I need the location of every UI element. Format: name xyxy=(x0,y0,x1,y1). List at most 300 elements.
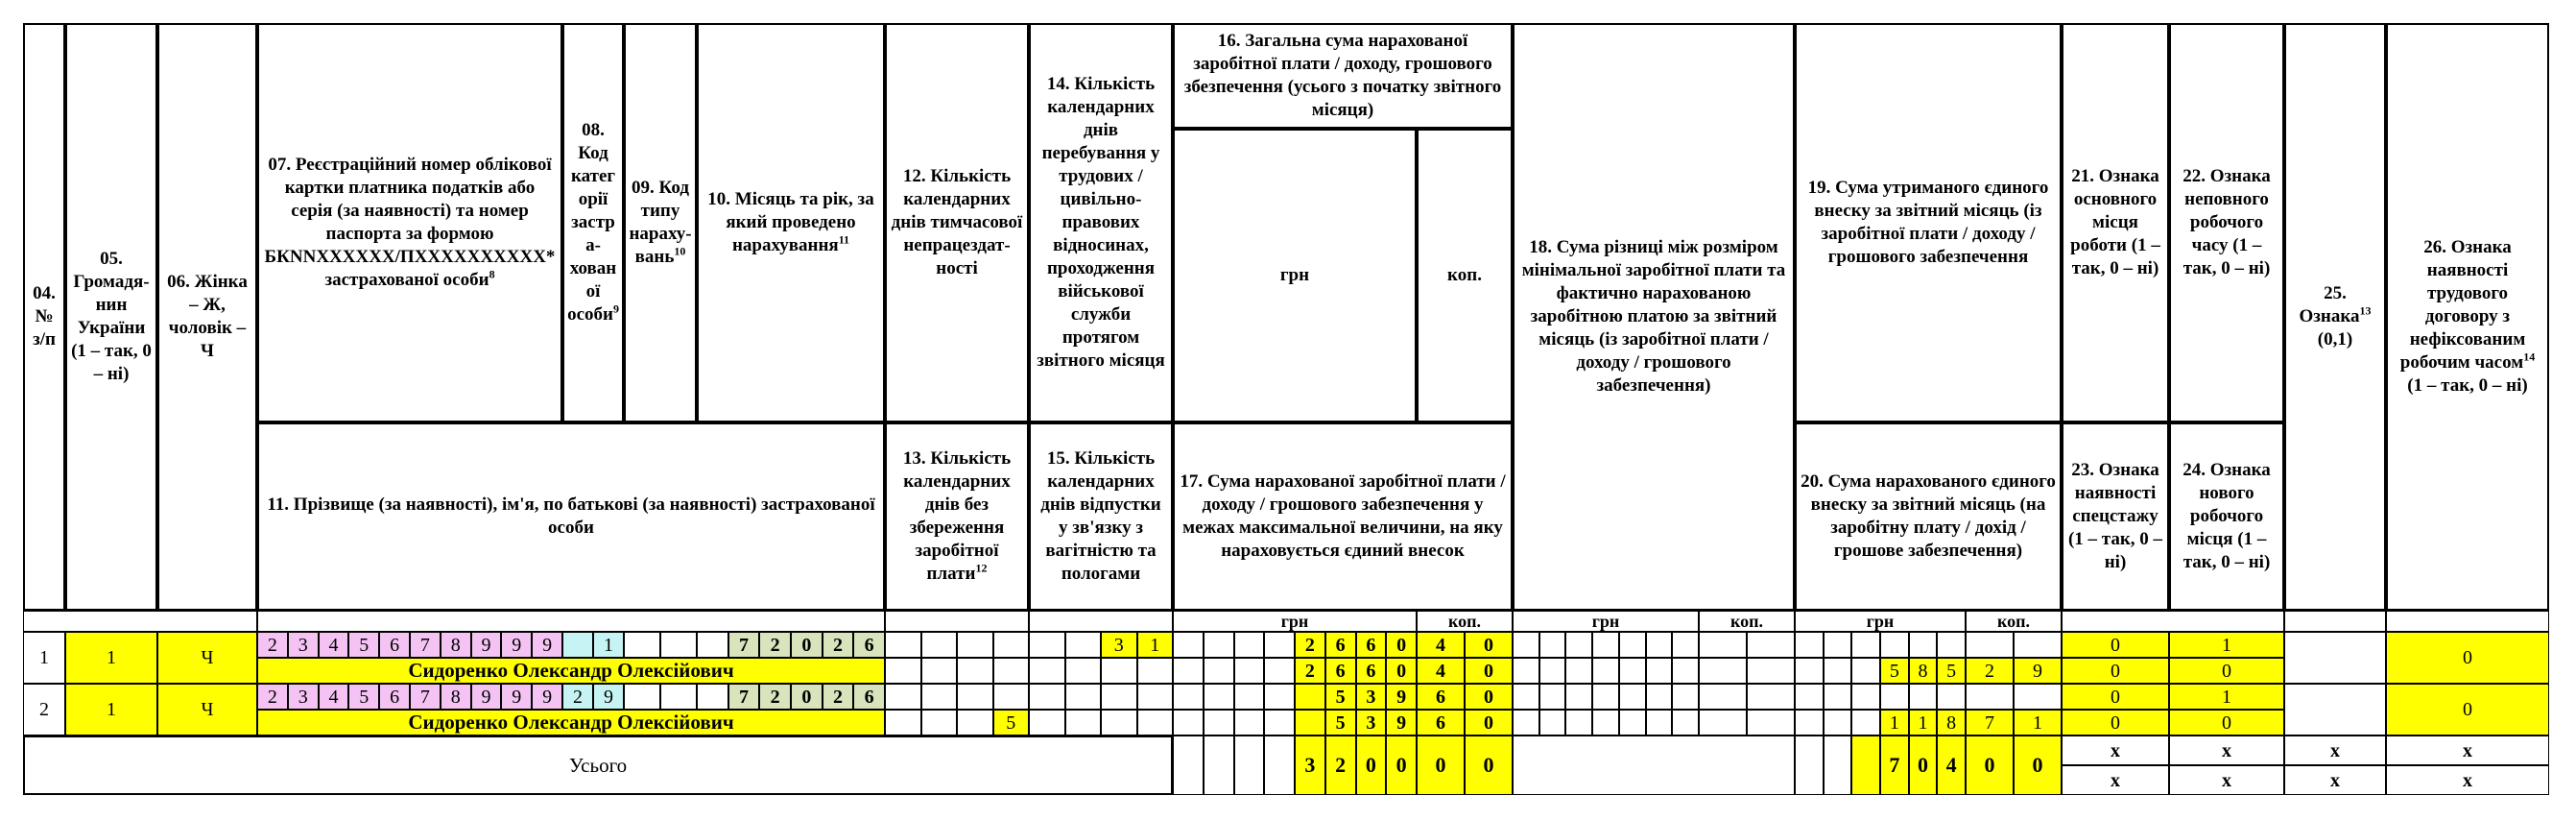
total-mark: x xyxy=(2169,765,2284,795)
col20-grn-box: 1 xyxy=(1880,710,1909,736)
period-box: 7 xyxy=(728,684,760,710)
tax-id-box: 9 xyxy=(471,684,502,710)
col19-grn-box xyxy=(1880,684,1909,710)
col16-grn-box: 6 xyxy=(1356,632,1387,658)
col18-grn-box xyxy=(1646,684,1673,710)
col17-grn-box xyxy=(1173,710,1204,736)
header-col-17-text: 17. Сума нарахованої заробітної плати / доходу / грошового забезпечення у межах максимальної величини, на яку нараховується єдиний внесок xyxy=(1180,471,1506,561)
total-col17-grn-box xyxy=(1234,736,1265,795)
accrual-type-box xyxy=(660,684,697,710)
period-box: 2 xyxy=(823,632,854,658)
total-mark: x xyxy=(2284,765,2386,795)
header-col-10 xyxy=(697,23,885,422)
col18-grn-box xyxy=(1672,684,1699,710)
header-col-07-text: 07. Реєстраційний номер облікової картки платника податків або серія (за наявності) та номер паспорта за формою БКNNXXXXXX/ПХXXXXXXXXX* застрахованої особи xyxy=(264,155,556,290)
strip-col-25 xyxy=(2284,611,2386,632)
strip-col-04 xyxy=(23,611,257,632)
header-col-12 xyxy=(885,23,1029,422)
days-unpaid-box xyxy=(993,658,1030,684)
days-maternity-box xyxy=(1029,658,1065,684)
header-col-04-text: 04. № з/п xyxy=(33,283,56,350)
category-code-box: 1 xyxy=(593,632,624,658)
header-col-18-text: 18. Сума різниці між розміром мінімальної заробітної плати та фактично нарахованою заробітною платою за звітний місяць (із заробітної плати / доходу / грошового забезпечення) xyxy=(1521,237,1786,396)
unfixed-hours-flag: 0 xyxy=(2386,632,2549,684)
citizen-flag: 1 xyxy=(65,684,157,736)
header-col-24 xyxy=(2169,422,2284,611)
total-col20-grn-box xyxy=(1851,736,1880,795)
header-col-18 xyxy=(1513,23,1795,611)
days-employed-box xyxy=(1029,684,1065,710)
days-employed-box xyxy=(1101,684,1137,710)
col18-grn-box xyxy=(1539,684,1566,710)
col18-grn-box xyxy=(1619,710,1646,736)
col16-grn-box: 9 xyxy=(1386,684,1417,710)
header-col-21 xyxy=(2062,23,2169,422)
total-col17-kop-box: 0 xyxy=(1465,736,1513,795)
col18-grn-box xyxy=(1565,710,1592,736)
col16-kop-box: 0 xyxy=(1465,632,1513,658)
category-code-box: 9 xyxy=(593,684,624,710)
col18-grn-box xyxy=(1592,684,1619,710)
days-disability-box xyxy=(921,684,958,710)
tax-id-box: 9 xyxy=(532,632,562,658)
days-disability-box xyxy=(885,684,921,710)
strip-col-14-15 xyxy=(1029,611,1173,632)
col16-grn-box xyxy=(1264,632,1295,658)
tax-id-box: 6 xyxy=(379,684,410,710)
col20-grn-box xyxy=(1851,658,1880,684)
col25-flag xyxy=(2284,684,2386,736)
col17-grn-box: 5 xyxy=(1325,710,1356,736)
header-col-25-footnote: 13 xyxy=(2359,303,2372,318)
header-col-17 xyxy=(1173,422,1513,611)
col20-kop-box: 2 xyxy=(1966,658,2014,684)
header-col-15-text: 15. Кількість календарних днів відпустки у зв'язку з вагітністю та пологами xyxy=(1040,448,1161,584)
tax-id-box: 2 xyxy=(257,632,288,658)
col20-grn-box xyxy=(1851,710,1880,736)
tax-id-box: 9 xyxy=(532,684,562,710)
col18-grn-box xyxy=(1646,658,1673,684)
row-number: 2 xyxy=(23,684,65,736)
days-unpaid-box xyxy=(885,658,921,684)
gender-flag: Ч xyxy=(157,684,257,736)
period-box: 2 xyxy=(823,684,854,710)
header-col-08 xyxy=(562,23,624,422)
col18-kop-box xyxy=(1699,684,1747,710)
col18-kop-box xyxy=(1747,632,1795,658)
col16-grn-box xyxy=(1173,684,1204,710)
header-col-13 xyxy=(885,422,1029,611)
col18-kop-box xyxy=(1699,658,1747,684)
sub-kop-18: коп. xyxy=(1699,611,1795,632)
col20-grn-box: 1 xyxy=(1909,710,1938,736)
col18-grn-box xyxy=(1672,710,1699,736)
col20-grn-box xyxy=(1824,658,1852,684)
period-box: 6 xyxy=(853,632,885,658)
period-box: 2 xyxy=(759,632,791,658)
total-mark: x xyxy=(2062,765,2169,795)
col19-kop-box xyxy=(1966,632,2014,658)
col17-grn-box xyxy=(1204,710,1234,736)
days-maternity-box xyxy=(1029,710,1065,736)
col19-kop-box xyxy=(1966,684,2014,710)
col18-grn-box xyxy=(1539,710,1566,736)
tax-id-box: 7 xyxy=(410,632,441,658)
accrual-type-box xyxy=(660,632,697,658)
col16-grn-box: 0 xyxy=(1386,632,1417,658)
tax-id-box: 2 xyxy=(257,684,288,710)
col18-grn-box xyxy=(1565,684,1592,710)
total-label: Усього xyxy=(23,736,1173,795)
tax-id-box: 8 xyxy=(441,684,471,710)
col18-grn-box xyxy=(1646,632,1673,658)
days-unpaid-box xyxy=(957,710,993,736)
col16-kop-box: 0 xyxy=(1465,684,1513,710)
period-box: 6 xyxy=(853,684,885,710)
col20-grn-box xyxy=(1795,658,1824,684)
new-workplace-flag: 0 xyxy=(2169,658,2284,684)
col17-grn-box: 0 xyxy=(1386,658,1417,684)
total-mark: x xyxy=(2284,736,2386,765)
col17-grn-box xyxy=(1234,710,1265,736)
header-col-25 xyxy=(2284,23,2386,611)
strip-col-12-13 xyxy=(885,611,1029,632)
header-col-05-text: 05. Громадя-нин України (1 – так, 0 – ні) xyxy=(71,249,152,384)
header-col-12-text: 12. Кількість календарних днів тимчасової непрацездат-ності xyxy=(891,166,1023,278)
total-col20-kop-box: 0 xyxy=(2014,736,2062,795)
total-col17-grn-box xyxy=(1173,736,1204,795)
header-col-16-grn xyxy=(1173,129,1417,422)
header-col-20 xyxy=(1795,422,2062,611)
tax-id-box: 5 xyxy=(348,632,379,658)
tax-id-box: 7 xyxy=(410,684,441,710)
col16-grn-box xyxy=(1234,632,1265,658)
tax-id-box: 8 xyxy=(441,632,471,658)
header-col-06-text: 06. Жінка – Ж, чоловік – Ч xyxy=(167,272,248,361)
col16-grn-box: 3 xyxy=(1356,684,1387,710)
tax-id-box: 9 xyxy=(501,684,532,710)
col17-grn-box xyxy=(1234,658,1265,684)
total-col20-grn-box: 0 xyxy=(1909,736,1938,795)
header-col-08-footnote: 9 xyxy=(612,301,619,316)
header-col-22 xyxy=(2169,23,2284,422)
header-col-11 xyxy=(257,422,885,611)
header-col-11-text: 11. Прізвище (за наявності), ім'я, по батькові (за наявності) застрахованої особи xyxy=(267,494,875,538)
col17-kop-box: 4 xyxy=(1417,658,1465,684)
strip-col-21-24 xyxy=(2062,611,2284,632)
col20-kop-box: 1 xyxy=(2014,710,2062,736)
days-maternity-box xyxy=(1137,710,1174,736)
col16-kop-box: 6 xyxy=(1417,684,1465,710)
new-workplace-flag: 0 xyxy=(2169,710,2284,736)
col19-grn-box xyxy=(1851,684,1880,710)
esv-report-table xyxy=(23,23,2549,795)
col20-grn-box: 8 xyxy=(1909,658,1938,684)
accrual-type-box xyxy=(624,684,660,710)
col18-grn-box xyxy=(1565,658,1592,684)
col18-grn-box xyxy=(1672,658,1699,684)
col18-grn-box xyxy=(1619,632,1646,658)
col19-kop-box xyxy=(2014,684,2062,710)
header-col-26-footnote: 14 xyxy=(2523,350,2536,364)
col18-kop-box xyxy=(1747,658,1795,684)
col18-grn-box xyxy=(1592,710,1619,736)
col16-grn-box xyxy=(1173,632,1204,658)
col17-kop-box: 0 xyxy=(1465,658,1513,684)
total-col20-grn-box xyxy=(1824,736,1852,795)
header-col-24-text: 24. Ознака нового робочого місця (1 – так, 0 – ні) xyxy=(2182,460,2271,572)
gender-flag: Ч xyxy=(157,632,257,684)
col19-grn-box xyxy=(1824,684,1852,710)
days-unpaid-box xyxy=(921,710,958,736)
period-box: 0 xyxy=(791,632,823,658)
header-col-07 xyxy=(257,23,562,422)
col16-grn-box xyxy=(1204,684,1234,710)
days-employed-box xyxy=(1137,684,1174,710)
col16-grn-box: 6 xyxy=(1325,632,1356,658)
days-maternity-box xyxy=(1137,658,1174,684)
header-col-16-kop xyxy=(1417,129,1513,422)
col20-grn-box: 5 xyxy=(1880,658,1909,684)
total-col20-grn-box: 7 xyxy=(1880,736,1909,795)
col20-grn-box: 5 xyxy=(1937,658,1966,684)
unfixed-hours-flag: 0 xyxy=(2386,684,2549,736)
days-employed-box xyxy=(1029,632,1065,658)
total-col17-grn-box: 2 xyxy=(1325,736,1356,795)
category-code-box xyxy=(562,632,593,658)
total-col17-kop-box: 0 xyxy=(1417,736,1465,795)
days-maternity-box xyxy=(1101,710,1137,736)
header-col-09 xyxy=(624,23,697,422)
part-time-flag: 1 xyxy=(2169,684,2284,710)
header-col-16-kop-text: коп. xyxy=(1447,265,1482,285)
header-col-05 xyxy=(65,23,157,611)
header-col-09-footnote: 10 xyxy=(674,244,686,258)
special-seniority-flag: 0 xyxy=(2062,658,2169,684)
col18-grn-box xyxy=(1539,658,1566,684)
col16-grn-box xyxy=(1204,632,1234,658)
col19-grn-box xyxy=(1909,684,1938,710)
citizen-flag: 1 xyxy=(65,632,157,684)
col19-grn-box xyxy=(1851,632,1880,658)
days-maternity-box xyxy=(1065,658,1102,684)
header-col-26 xyxy=(2386,23,2549,611)
employee-name: Сидоренко Олександр Олексійович xyxy=(257,710,885,736)
col18-grn-box xyxy=(1619,658,1646,684)
col19-grn-box xyxy=(1795,632,1824,658)
header-col-26-tail: (1 – так, 0 – ні) xyxy=(2407,375,2528,396)
sub-grn-18: грн xyxy=(1513,611,1699,632)
header-col-19-text: 19. Сума утриманого єдиного внеску за звітний місяць (із заробітної плати / доходу / грошового забезпечення xyxy=(1807,178,2049,267)
days-unpaid-box xyxy=(957,658,993,684)
days-disability-box xyxy=(993,632,1030,658)
days-disability-box xyxy=(885,632,921,658)
strip-col-07-11 xyxy=(257,611,885,632)
col16-grn-box: 5 xyxy=(1325,684,1356,710)
days-employed-box xyxy=(1065,684,1102,710)
tax-id-box: 3 xyxy=(288,684,319,710)
period-box: 7 xyxy=(728,632,760,658)
period-box xyxy=(697,684,728,710)
col19-grn-box xyxy=(1937,684,1966,710)
special-seniority-flag: 0 xyxy=(2062,710,2169,736)
tax-id-box: 5 xyxy=(348,684,379,710)
header-col-14-text: 14. Кількість календарних днів перебування у трудових / цивільно-правових відносинах, проходження військової служби протягом звітного місяця xyxy=(1037,74,1165,371)
col16-grn-box: 2 xyxy=(1295,632,1325,658)
days-disability-box xyxy=(921,632,958,658)
accrual-type-box xyxy=(624,632,660,658)
sub-grn-20: грн xyxy=(1795,611,1966,632)
sub-grn-17: грн xyxy=(1173,611,1417,632)
total-mark: x xyxy=(2169,736,2284,765)
header-col-16-grn-text: грн xyxy=(1279,265,1310,285)
main-job-flag: 0 xyxy=(2062,684,2169,710)
header-col-20-text: 20. Сума нарахованого єдиного внеску за звітний місяць (на заробітну плату / дохід / грошове забезпечення) xyxy=(1801,471,2056,561)
col17-grn-box xyxy=(1264,658,1295,684)
col17-grn-box xyxy=(1264,710,1295,736)
col18-grn-box xyxy=(1513,632,1539,658)
header-col-26-text: 26. Ознака наявності трудового договору з нефіксованим робочим часом xyxy=(2399,237,2526,373)
period-box xyxy=(697,632,728,658)
days-disability-box xyxy=(957,684,993,710)
col18-grn-box xyxy=(1513,684,1539,710)
col17-kop-box: 6 xyxy=(1417,710,1465,736)
col16-kop-box: 4 xyxy=(1417,632,1465,658)
total-col18 xyxy=(1513,736,1795,795)
days-unpaid-box xyxy=(885,710,921,736)
tax-id-box: 4 xyxy=(319,632,349,658)
tax-id-box: 9 xyxy=(471,632,502,658)
col19-grn-box xyxy=(1909,632,1938,658)
header-col-09-text: 09. Код типу нараху-вань xyxy=(629,178,692,267)
col18-grn-box xyxy=(1592,658,1619,684)
total-col20-kop-box: 0 xyxy=(1966,736,2014,795)
total-mark: x xyxy=(2386,765,2549,795)
header-col-13-footnote: 12 xyxy=(975,561,988,575)
col20-kop-box: 7 xyxy=(1966,710,2014,736)
col20-grn-box xyxy=(1824,710,1852,736)
col16-grn-box xyxy=(1295,684,1325,710)
header-col-16-text: 16. Загальна сума нарахованої заробітної плати / доходу, грошового збезпечення (усього з початку звітного місяця) xyxy=(1183,31,1502,120)
header-col-22-text: 22. Ознака неповного робочого часу (1 – так, 0 – ні) xyxy=(2182,166,2271,278)
category-code-box: 2 xyxy=(562,684,593,710)
tax-id-box: 9 xyxy=(501,632,532,658)
col16-grn-box xyxy=(1264,684,1295,710)
days-maternity-box xyxy=(1101,658,1137,684)
col18-kop-box xyxy=(1747,710,1795,736)
col19-grn-box xyxy=(1824,632,1852,658)
tax-id-box: 4 xyxy=(319,684,349,710)
part-time-flag: 1 xyxy=(2169,632,2284,658)
header-col-06 xyxy=(157,23,257,611)
header-col-14 xyxy=(1029,23,1173,422)
col18-grn-box xyxy=(1513,658,1539,684)
days-employed-box xyxy=(1065,632,1102,658)
col18-grn-box xyxy=(1619,684,1646,710)
main-job-flag: 0 xyxy=(2062,632,2169,658)
col17-grn-box: 6 xyxy=(1356,658,1387,684)
days-disability-box xyxy=(957,632,993,658)
total-col17-grn-box: 3 xyxy=(1295,736,1325,795)
col19-kop-box xyxy=(2014,632,2062,658)
col18-kop-box xyxy=(1747,684,1795,710)
days-unpaid-box: 5 xyxy=(993,710,1030,736)
header-col-19 xyxy=(1795,23,2062,422)
total-mark: x xyxy=(2062,736,2169,765)
col18-grn-box xyxy=(1565,632,1592,658)
header-col-21-text: 21. Ознака основного місця роботи (1 – так, 0 – ні) xyxy=(2070,166,2160,278)
sub-kop-17: коп. xyxy=(1417,611,1513,632)
col20-kop-box: 9 xyxy=(2014,658,2062,684)
header-col-25-text: 25. Ознака xyxy=(2299,283,2360,326)
period-box: 0 xyxy=(791,684,823,710)
col18-grn-box xyxy=(1672,632,1699,658)
col17-grn-box: 3 xyxy=(1356,710,1387,736)
col18-kop-box xyxy=(1699,710,1747,736)
row-number: 1 xyxy=(23,632,65,684)
header-col-15 xyxy=(1029,422,1173,611)
strip-col-26 xyxy=(2386,611,2549,632)
days-employed-box: 1 xyxy=(1137,632,1174,658)
total-col20-grn-box: 4 xyxy=(1937,736,1966,795)
days-disability-box xyxy=(993,684,1030,710)
col17-grn-box xyxy=(1173,658,1204,684)
tax-id-box: 3 xyxy=(288,632,319,658)
col18-grn-box xyxy=(1592,632,1619,658)
employee-name: Сидоренко Олександр Олексійович xyxy=(257,658,885,684)
tax-id-box: 6 xyxy=(379,632,410,658)
col20-grn-box: 8 xyxy=(1937,710,1966,736)
header-col-23-text: 23. Ознака наявності спецстажу (1 – так, 0 – ні) xyxy=(2067,460,2163,572)
col19-grn-box xyxy=(1937,632,1966,658)
period-box: 2 xyxy=(759,684,791,710)
header-col-08-text: 08. Код катег орії застр а-хован ої особи xyxy=(567,120,617,325)
col18-grn-box xyxy=(1646,710,1673,736)
col17-grn-box: 2 xyxy=(1295,658,1325,684)
col16-grn-box xyxy=(1234,684,1265,710)
header-col-07-footnote: 8 xyxy=(489,267,495,281)
header-col-25-tail: (0,1) xyxy=(2317,329,2353,350)
header-col-10-text: 10. Місяць та рік, за який проведено нарахування xyxy=(707,189,874,255)
total-col17-grn-box: 0 xyxy=(1356,736,1387,795)
col17-kop-box: 0 xyxy=(1465,710,1513,736)
col19-grn-box xyxy=(1795,684,1824,710)
header-col-04 xyxy=(23,23,65,611)
col18-grn-box xyxy=(1539,632,1566,658)
total-col17-grn-box: 0 xyxy=(1386,736,1417,795)
col17-grn-box: 6 xyxy=(1325,658,1356,684)
sub-kop-20: коп. xyxy=(1966,611,2062,632)
days-unpaid-box xyxy=(921,658,958,684)
days-maternity-box xyxy=(1065,710,1102,736)
header-col-13-text: 13. Кількість календарних днів без збереження заробітної плати xyxy=(902,448,1012,584)
col20-grn-box xyxy=(1795,710,1824,736)
header-col-10-footnote: 11 xyxy=(838,232,850,247)
col17-grn-box xyxy=(1295,710,1325,736)
header-col-16 xyxy=(1173,23,1513,129)
total-col17-grn-box xyxy=(1264,736,1295,795)
total-mark: x xyxy=(2386,736,2549,765)
header-col-23 xyxy=(2062,422,2169,611)
col18-grn-box xyxy=(1513,710,1539,736)
col19-grn-box xyxy=(1880,632,1909,658)
col18-kop-box xyxy=(1699,632,1747,658)
total-col17-grn-box xyxy=(1204,736,1234,795)
total-col20-grn-box xyxy=(1795,736,1824,795)
col25-flag xyxy=(2284,632,2386,684)
col17-grn-box: 9 xyxy=(1386,710,1417,736)
days-employed-box: 3 xyxy=(1101,632,1137,658)
